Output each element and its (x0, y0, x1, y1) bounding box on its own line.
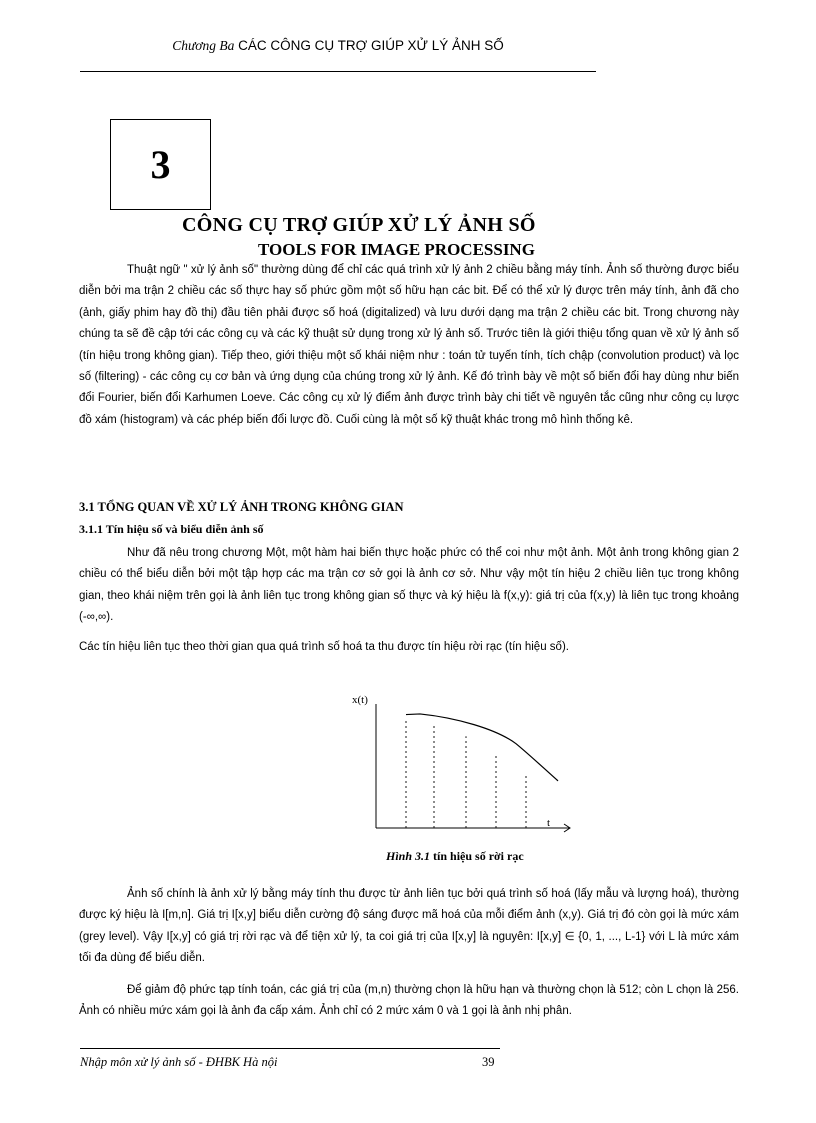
body-paragraph-4: Để giảm độ phức tạp tính toán, các giá trị của (m,n) thường chọn là hữu hạn và thường chọn là 512; còn L chọn là 256. Ảnh có nhiều mức xám gọi là ảnh đa cấp xám. Ảnh chỉ có 2 mức xám 0 và 1 gọi là ảnh nhị phân. (79, 984, 739, 1018)
y-axis-label: x(t) (352, 694, 368, 706)
chapter-number: 3 (150, 142, 171, 187)
signal-figure (346, 690, 576, 838)
footer-rule (80, 1048, 500, 1049)
subsection-heading: 3.1.1 Tín hiệu số và biểu diễn ảnh số (79, 522, 264, 536)
chapter-title-vi: CÔNG CỤ TRỢ GIÚP XỬ LÝ ẢNH SỐ (182, 214, 536, 236)
figure-caption-text: tín hiệu số rời rạc (430, 849, 524, 863)
figure-caption (386, 849, 524, 864)
header-title: CÁC CÔNG CỤ TRỢ GIÚP XỬ LÝ ẢNH SỐ (238, 38, 504, 53)
section-paragraph-2: Các tín hiệu liên tục theo thời gian qua quá trình số hoá ta thu được tín hiệu rời rạc (tín hiệu số). (79, 641, 569, 653)
chapter-number-box (110, 119, 211, 210)
running-header (80, 38, 596, 54)
body-paragraph-3: Ảnh số chính là ảnh xử lý bằng máy tính thu được từ ảnh liên tục bởi quá trình số hoá (lấy mẫu và lượng hoá), thường được ký hiệu là I[m,n]. Giá trị I[x,y] biểu diễn cường độ sáng được mã hoá của mỗi điểm ảnh (x,y). Giá trị đó còn gọi là mức xám (grey level). Vậy I[x,y] có giá trị rời rạc và để tiện xử lý, ta coi giá trị của I[x,y] là nguyên: I[x,y] ∈ {0, 1, ..., L-1} với L là mức xám tối đa dùng để biểu diễn. (79, 888, 739, 965)
footer-title: Nhập môn xử lý ảnh số - ĐHBK Hà nội (80, 1055, 278, 1069)
intro-paragraph: Thuật ngữ " xử lý ảnh số" thường dùng để chỉ các quá trình xử lý ảnh 2 chiều bằng máy tính. Ảnh số thường được biểu diễn bởi ma trận 2 chiều các số thực hay số phức gồm một số hữu hạn các bit. Để có thể xử lý được trên máy tính, ảnh đã cho (ảnh, giấy phim hay đồ thị) đầu tiên phải được số hoá (digitalized) và lưu dưới dạng ma trận 2 chiều các bit. Trong chương này chúng ta sẽ đề cập tới các công cụ và các kỹ thuật sử dụng trong xử lý ảnh số. Trước tiên là giới thiệu tổng quan về xử lý ảnh số (tín hiệu trong không gian). Tiếp theo, giới thiệu một số khái niệm như : toán tử tuyến tính, tích chập (convolution product) và lọc số (filtering) - các công cụ cơ bản và ứng dụng của chúng trong xử lý ảnh. Kế đó trình bày về một số biến đổi hay dùng như biến đổi Fourier, biến đổi Karhumen Loeve. Các công cụ xử lý điểm ảnh được trình bày chi tiết về nguyên tắc cũng như công cụ lược đồ xám (histogram) và các phép biến đổi lược đồ. Cuối cùng là một số kỹ thuật khác trong mô hình thống kê. (79, 264, 739, 426)
x-axis-label: t (547, 817, 551, 829)
chapter-title-en: TOOLS FOR IMAGE PROCESSING (258, 240, 535, 259)
header-rule (80, 71, 596, 72)
page-number: 39 (482, 1055, 495, 1069)
section-heading: 3.1 TỔNG QUAN VỀ XỬ LÝ ẢNH TRONG KHÔNG GIAN (79, 500, 404, 514)
figure-caption-number: Hình 3.1 (386, 849, 431, 863)
section-paragraph-1: Như đã nêu trong chương Một, một hàm hai biến thực hoặc phức có thể coi như một ảnh. Một ảnh trong không gian 2 chiều có thể biểu diễn bởi một tập hợp các ma trận cơ sở gọi là ảnh cơ sở. Như vậy một tín hiệu 2 chiều liên tục trong không gian, theo khái niệm trên gọi là ảnh liên tục trong không gian số thực và ký hiệu là f(x,y): giá trị của f(x,y) là liên tục trong khoảng (-∞,∞). (79, 547, 739, 624)
sample-lines (406, 719, 526, 828)
header-chapter-word: Chương Ba (172, 38, 235, 53)
signal-curve (406, 714, 558, 781)
